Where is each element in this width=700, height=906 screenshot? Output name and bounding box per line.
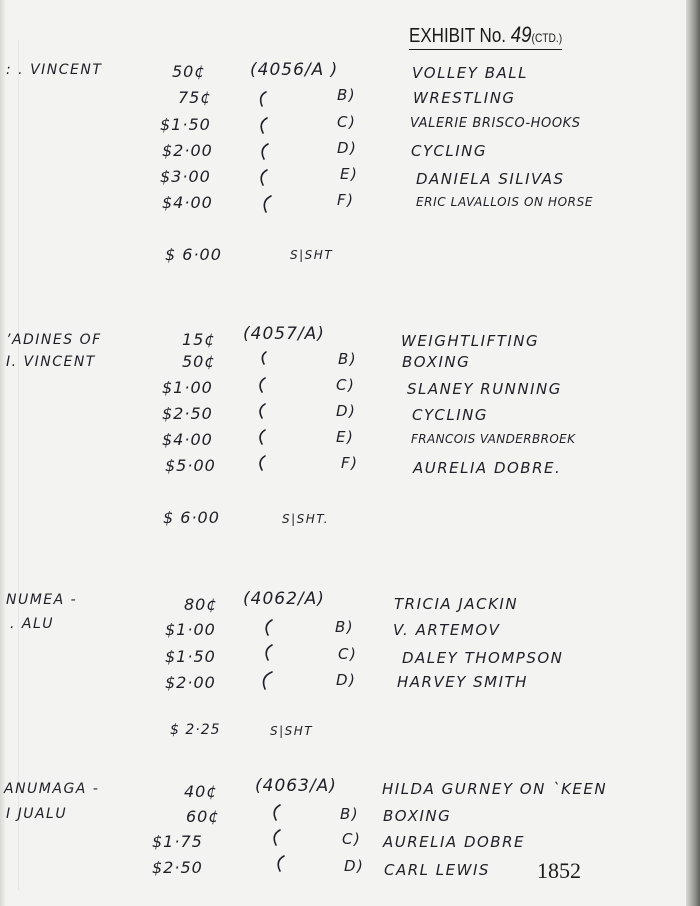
bracket-mark <box>274 805 280 820</box>
stamp-price: $1·50 <box>165 647 216 666</box>
country-label: ’ADINES OF <box>6 332 102 348</box>
stamp-subject: HARVEY SMITH <box>397 673 528 691</box>
bracket-mark <box>260 456 265 470</box>
stamp-subject: CARL LEWIS <box>384 861 490 879</box>
bracket-mark <box>264 672 272 689</box>
exhibit-header <box>409 22 562 50</box>
stamp-letter: C) <box>342 830 362 848</box>
bracket-mark <box>260 404 265 418</box>
page-right-edge <box>686 0 700 906</box>
exhibit-label: EXHIBIT No. <box>409 25 507 47</box>
set-reference: (4063/A) <box>255 776 337 796</box>
country-label: . ALU <box>10 616 55 632</box>
country-label: NUMEA - <box>6 592 78 608</box>
stamp-subject: SLANEY RUNNING <box>407 380 562 398</box>
page-fold-line <box>18 40 19 890</box>
stamp-subject: BOXING <box>383 807 452 825</box>
stamp-price: 50¢ <box>182 352 216 371</box>
stamp-subject: VALERIE BRISCO-HOOKS <box>410 116 581 131</box>
stamp-subject: WRESTLING <box>413 89 516 107</box>
stamp-price: $1·50 <box>160 115 211 134</box>
stamp-subject: V. ARTEMOV <box>393 621 501 639</box>
country-label: I. VINCENT <box>6 354 96 370</box>
stamp-letter: E) <box>336 428 355 446</box>
bracket-mark <box>260 430 265 444</box>
stamp-price: $2·00 <box>165 673 216 692</box>
page-left-edge <box>0 0 6 906</box>
stamp-letter: E) <box>340 165 359 183</box>
bracket-mark <box>266 620 272 635</box>
stamp-price: $2·50 <box>162 404 213 423</box>
stamp-letter: B) <box>335 618 355 636</box>
stamp-letter: B) <box>340 805 360 823</box>
set-reference: (4056/A ) <box>250 60 339 80</box>
stamp-price: $3·00 <box>160 167 211 186</box>
exhibit-number: 49 <box>510 22 532 47</box>
stamp-subject: AURELIA DOBRE. <box>413 459 562 477</box>
souvenir-sheet-label: S|SHT <box>290 248 334 262</box>
stamp-subject: WEIGHTLIFTING <box>401 332 540 350</box>
stamp-price: 15¢ <box>182 330 216 349</box>
set-reference: (4057/A) <box>243 324 325 344</box>
stamp-price: $1·00 <box>162 378 213 397</box>
bracket-mark <box>260 378 265 392</box>
souvenir-sheet-label: S|SHT. <box>282 512 330 526</box>
stamp-subject: HILDA GURNEY ON `KEEN <box>382 780 608 798</box>
stamp-letter: D) <box>336 402 357 420</box>
bracket-mark <box>261 92 266 106</box>
stamp-letter: F) <box>337 191 355 209</box>
stamp-letter: F) <box>341 454 359 472</box>
souvenir-sheet-price: $ 6·00 <box>163 508 220 527</box>
country-label: ANUMAGA - <box>4 781 100 797</box>
bracket-mark <box>261 170 267 185</box>
stamp-letter: B) <box>337 86 357 104</box>
stamp-price: 75¢ <box>178 88 212 107</box>
stamp-price: $5·00 <box>165 456 216 475</box>
stamp-letter: D) <box>344 857 365 875</box>
stamp-price: $4·00 <box>162 193 213 212</box>
bracket-mark <box>266 645 272 660</box>
stamp-price: 60¢ <box>186 807 220 826</box>
stamp-subject: CYCLING <box>411 142 487 160</box>
country-label: I JUALU <box>6 806 68 822</box>
stamp-letter: C) <box>337 113 357 131</box>
souvenir-sheet-label: S|SHT <box>270 724 314 738</box>
stamp-letter: D) <box>337 139 358 157</box>
souvenir-sheet-price: $ 6·00 <box>165 245 222 264</box>
bracket-mark <box>278 856 284 871</box>
stamp-price: $2·50 <box>152 858 203 877</box>
exhibit-suffix: (CTD.) <box>531 31 563 45</box>
stamp-subject: AURELIA DOBRE <box>383 833 525 851</box>
stamp-subject: FRANCOIS VANDERBROEK <box>411 432 576 446</box>
stamp-price: $1·00 <box>165 620 216 639</box>
stamp-subject: BOXING <box>402 353 471 371</box>
page-number: 1852 <box>537 858 581 883</box>
bracket-mark <box>262 144 268 159</box>
stamp-price: 40¢ <box>184 782 218 801</box>
country-label: : . VINCENT <box>6 62 103 78</box>
stamp-subject: CYCLING <box>412 406 488 424</box>
stamp-subject: DALEY THOMPSON <box>402 649 564 667</box>
bracket-mark <box>274 830 280 845</box>
stamp-letter: C) <box>336 376 356 394</box>
bracket-mark <box>261 118 267 133</box>
bracket-mark <box>264 196 271 212</box>
stamp-price: $4·00 <box>162 430 213 449</box>
set-reference: (4062/A) <box>243 589 325 609</box>
stamp-price: $1·75 <box>152 832 203 851</box>
stamp-subject: DANIELA SILIVAS <box>416 170 565 188</box>
stamp-subject: VOLLEY BALL <box>412 64 528 82</box>
stamp-subject: TRICIA JACKIN <box>394 595 519 613</box>
stamp-subject: ERIC LAVALLOIS ON HORSE <box>416 195 594 209</box>
stamp-letter: D) <box>336 671 357 689</box>
souvenir-sheet-price: $ 2·25 <box>170 722 221 738</box>
stamp-price: 50¢ <box>172 62 206 81</box>
stamp-letter: B) <box>338 350 358 368</box>
stamp-letter: C) <box>338 645 358 663</box>
stamp-price: $2·00 <box>162 141 213 160</box>
stamp-price: 80¢ <box>184 595 218 614</box>
bracket-mark <box>262 352 266 364</box>
